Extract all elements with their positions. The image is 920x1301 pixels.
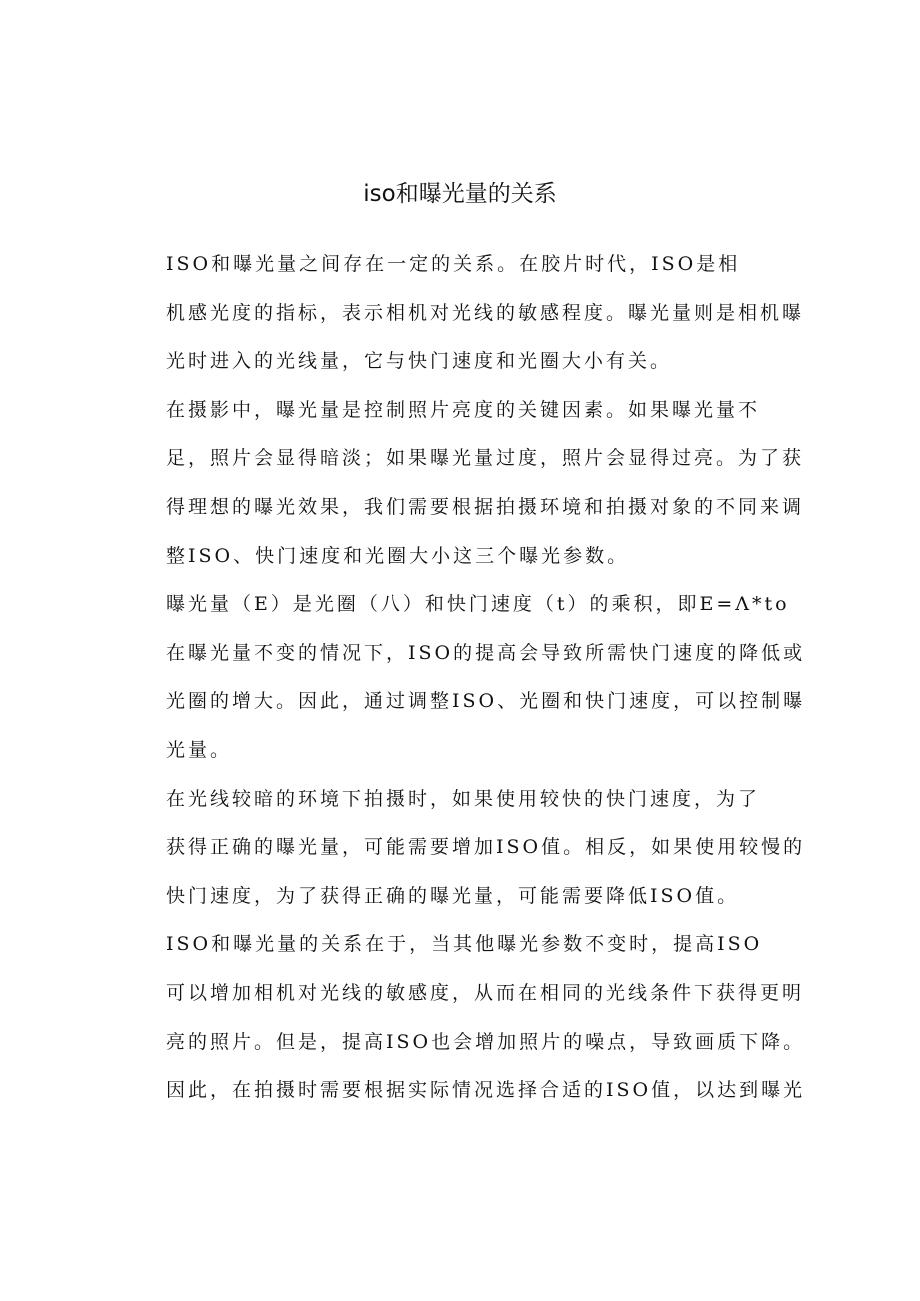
paragraph-low-light (118, 775, 810, 921)
paragraph-exposure-importance (118, 386, 810, 580)
text-line: 在摄影中，曝光量是控制照片亮度的关键因素。如果曝光量不 (166, 398, 761, 421)
text-line: ISO和曝光量之间存在一定的关系。在胶片时代，ISO是相 (166, 253, 741, 275)
text-line: 获得正确的曝光量，可能需要增加ISO值。相反，如果使用较慢的 (166, 836, 806, 859)
paragraph-exposure-formula (118, 580, 810, 774)
document-title: iso和曝光量的关系 (363, 181, 557, 207)
text-line: 快门速度，为了获得正确的曝光量，可能需要降低ISO值。 (166, 884, 740, 907)
text-line: 光量。 (166, 738, 233, 761)
text-line: 亮的照片。但是，提高ISO也会增加照片的噪点，导致画质下降。 (166, 1030, 806, 1053)
text-line: 得理想的曝光效果，我们需要根据拍摄环境和拍摄对象的不同来调 (166, 495, 805, 518)
text-line: ISO和曝光量的关系在于，当其他曝光参数不变时，提高ISO (166, 933, 763, 956)
text-line: 曝光量（E）是光圈（八）和快门速度（t）的乘积，即E=Λ*to (166, 593, 790, 616)
text-line: 机感光度的指标，表示相机对光线的敏感程度。曝光量则是相机曝 (166, 301, 805, 324)
text-line: 光时进入的光线量，它与快门速度和光圈大小有关。 (166, 350, 673, 373)
text-line: 在光线较暗的环境下拍摄时，如果使用较快的快门速度，为了 (166, 787, 761, 810)
text-line: 光圈的增大。因此，通过调整ISO、光圈和快门速度，可以控制曝 (166, 690, 806, 713)
text-line: 足，照片会显得暗淡；如果曝光量过度，照片会显得过亮。为了获 (166, 447, 805, 470)
text-line: 整ISO、快门速度和光圈大小这三个曝光参数。 (166, 544, 630, 567)
paragraph-iso-relationship (118, 920, 810, 1114)
text-line: 因此，在拍摄时需要根据实际情况选择合适的ISO值，以达到曝光 (166, 1079, 806, 1102)
paragraph-iso-definition (118, 240, 810, 386)
document-body (118, 240, 810, 1115)
text-line: 在曝光量不变的情况下，ISO的提高会导致所需快门速度的降低或 (166, 641, 806, 664)
text-line: 可以增加相机对光线的敏感度，从而在相同的光线条件下获得更明 (166, 981, 805, 1004)
